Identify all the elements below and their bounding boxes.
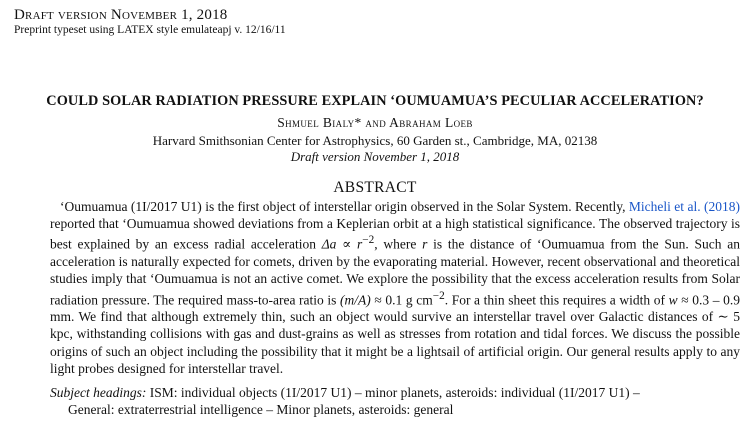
abstract-text-1: ‘Oumuamua (1I/2017 U1) is the first object of interstellar origin observed in the Solar System. Recently, — [60, 199, 629, 214]
draft-version: Draft version November 1, 2018 — [290, 149, 460, 164]
abstract-text-6: . For a thin sheet this requires a width of — [444, 292, 669, 308]
r-symbol: r — [422, 236, 428, 252]
preprint-typeset-line — [14, 24, 286, 38]
cm-exponent: −2 — [432, 289, 445, 302]
abstract-text-2: reported that ‘Oumuamua showed deviations from a Keplerian orbit at a high statistical significance. The observed trajectory is best explained by an excess radial acceleration — [50, 216, 740, 252]
subject-headings — [50, 384, 740, 418]
ratio-expression: (m/A) — [340, 292, 371, 308]
paper-affiliation: Harvard Smithsonian Center for Astrophysics, 60 Garden st., Cambridge, MA, 02138 — [152, 133, 598, 148]
preprint-header — [14, 6, 286, 38]
latex-mark: LATEX — [117, 24, 154, 36]
abstract-heading: ABSTRACT — [333, 179, 417, 196]
width-symbol: w — [668, 292, 678, 308]
subject-headings-label: Subject headings: — [50, 385, 147, 400]
abstract-body — [50, 198, 740, 377]
subject-headings-line1: ISM: individual objects (1I/2017 U1) – minor planets, asteroids: individual (1I/2017 U1) – — [146, 385, 640, 400]
accel-exponent: −2 — [362, 234, 375, 247]
paper-title: COULD SOLAR RADIATION PRESSURE EXPLAIN ‘OUMUAMUA’S PECULIAR ACCELERATION? — [46, 93, 704, 109]
subject-headings-line2: General: extraterrestrial intelligence – Minor planets, asteroids: general — [68, 402, 454, 418]
abstract-text-7: ≈ 0.3 – 0.9 mm. We find that although extremely thin, such an object would survive an interstellar travel over Galactic distances of ∼ 5 kpc, withstanding collisions with gas and dust-grains as well as stresses from rotation and tidal forces. We discuss the possible origins of such an object including the possibility that it might be a lightsail of artificial origin. Our general results apply to any light probes designed for interstellar travel. — [50, 292, 740, 376]
citation-link[interactable]: Micheli et al. (2018) — [628, 199, 740, 214]
preprint-suffix: style emulateapj v. 12/16/11 — [153, 24, 286, 36]
accel-expression: Δa ∝ r — [321, 236, 363, 252]
paper-authors: Shmuel Bialy* and Abraham Loeb — [277, 115, 473, 130]
abstract-text-4: is the distance of ‘Oumuamua from the Sun. Such an acceleration is naturally expected for comets, driven by the evaporating material. However, recent observational and theoretical studies imply that ‘Oumuamua is not an active comet. We explore the possibility that the excess acceleration results from Solar radiation pressure. The required mass-to-area ratio is — [50, 236, 740, 308]
abstract-text-3: , where — [374, 236, 423, 252]
abstract-text-5: ≈ 0.1 g cm — [370, 292, 433, 308]
draft-date-line: Draft version November 1, 2018 — [14, 7, 228, 23]
preprint-prefix: Preprint typeset using — [14, 24, 118, 36]
